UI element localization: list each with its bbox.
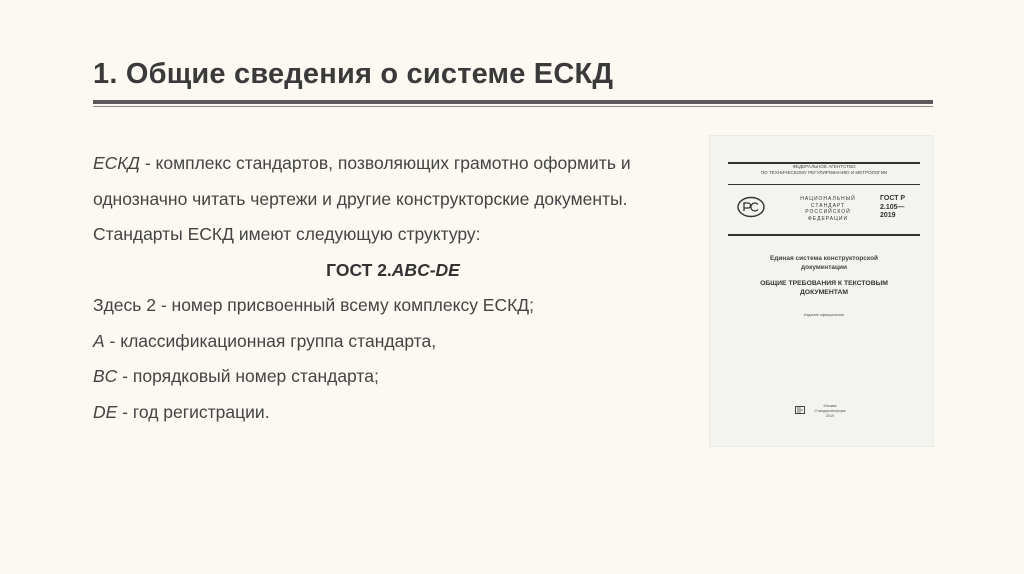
term-de: DE [93,401,118,422]
cover-national-3: РОССИЙСКОЙ [805,209,851,216]
title-divider-thick [93,100,933,104]
term-eskd: ЕСКД [93,153,140,173]
term-bc: BC [93,366,118,386]
cover-publisher [810,404,850,418]
cover-rule-mid [728,184,920,185]
slide-title: 1. Общие сведения о системе ЕСКД [93,58,614,90]
slide-body [93,146,693,430]
cover-system-title [728,254,920,272]
definition-text-1: - комплекс стандартов, позволяющих грамотно оформить и [139,153,631,173]
explanation-text-a: - классификационная группа стандарта, [104,330,437,351]
cover-agency-line-2: ПО ТЕХНИЧЕСКОМУ РЕГУЛИРОВАНИЮ И МЕТРОЛОГИИ [760,170,888,175]
explanation-line-a [93,324,693,360]
formula-prefix: ГОСТ 2. [326,259,392,280]
cover-gost-2: 2.105— [880,203,905,211]
cover-gost-number [880,195,925,221]
cover-document-title [728,279,920,297]
cover-national-1: НАЦИОНАЛЬНЫЙ [800,196,856,202]
gost-cover-image [710,136,933,446]
term-a: A [93,330,105,351]
rst-logo-icon [737,196,765,218]
cover-place-2: Стандартинформ [814,408,846,413]
explanation-text-de: - год регистрации. [117,401,270,422]
cover-agency-line-1: ФЕДЕРАЛЬНОЕ АГЕНТСТВО [792,164,856,169]
definition-line-2: однозначно читать чертежи и другие конструкторские документы. [93,188,628,209]
cover-place-1: Москва [823,404,837,408]
cover-gost-3: 2019 [880,212,896,219]
gost-formula [93,253,693,289]
publisher-logo-icon [795,406,805,414]
cover-place-3: 2019 [825,413,835,418]
cover-edition: Издание официальное [803,313,845,317]
explanation-line-de [93,395,693,431]
cover-national-standard [788,196,868,222]
cover-national-2: СТАНДАРТ [810,202,846,209]
cover-national-4: ФЕДЕРАЦИИ [807,215,849,222]
cover-system-1: Единая система конструкторской [769,255,879,262]
cover-rule-bottom [728,234,920,236]
structure-intro: Стандарты ЕСКД имеют следующую структуру: [93,224,481,244]
formula-code: ABC-DE [391,259,460,280]
title-divider-thin [93,106,933,107]
explanation-line-bc [93,359,693,395]
definition-line-1 [93,146,693,182]
explanation-text-bc: - порядковый номер стандарта; [117,366,379,386]
cover-req-1: ОБЩИЕ ТРЕБОВАНИЯ К ТЕКСТОВЫМ [760,280,888,287]
cover-system-2: документации [800,264,847,271]
cover-req-2: ДОКУМЕНТАМ [799,289,849,296]
cover-agency [728,164,920,176]
cover-gost-1: ГОСТ Р [880,195,906,202]
explanation-line-number: Здесь 2 - номер присвоенный всему комплексу ЕСКД; [93,295,535,315]
